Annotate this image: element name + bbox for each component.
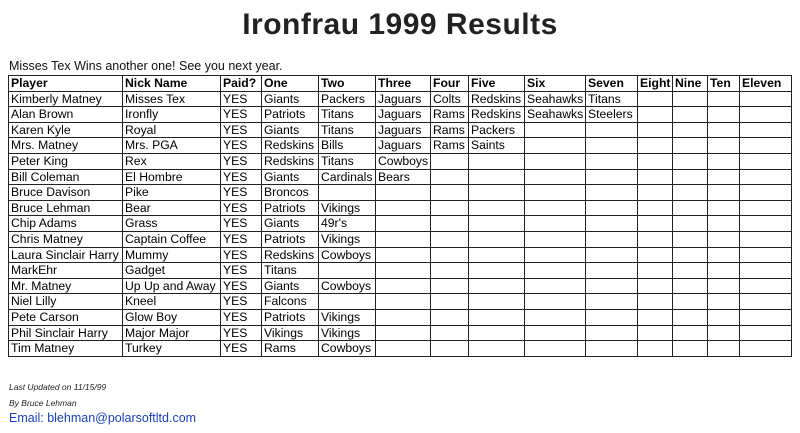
table-cell xyxy=(673,107,708,123)
table-cell: YES xyxy=(221,107,262,123)
table-cell: Turkey xyxy=(123,341,221,357)
table-cell: Seahawks xyxy=(525,107,586,123)
table-row xyxy=(9,153,792,169)
table-cell xyxy=(708,200,740,216)
table-cell xyxy=(740,247,792,263)
table-cell: Giants xyxy=(262,169,319,185)
last-updated-text: Last Updated on 11/15/99 xyxy=(9,382,107,392)
table-cell xyxy=(708,341,740,357)
table-cell xyxy=(740,263,792,279)
column-header: Four xyxy=(431,76,469,92)
table-cell xyxy=(586,247,638,263)
table-cell: Vikings xyxy=(319,309,376,325)
table-cell xyxy=(376,200,431,216)
table-cell xyxy=(586,153,638,169)
table-cell: Kimberly Matney xyxy=(9,91,123,107)
table-cell xyxy=(638,107,673,123)
table-cell: Captain Coffee xyxy=(123,231,221,247)
table-cell: Bruce Davison xyxy=(9,185,123,201)
table-cell xyxy=(638,278,673,294)
table-cell xyxy=(376,294,431,310)
table-cell xyxy=(708,122,740,138)
table-cell: Saints xyxy=(469,138,525,154)
page-title: Ironfrau 1999 Results xyxy=(242,8,558,41)
table-cell: YES xyxy=(221,231,262,247)
table-cell: YES xyxy=(221,153,262,169)
table-cell: Patriots xyxy=(262,231,319,247)
table-cell: 49r's xyxy=(319,216,376,232)
table-cell xyxy=(525,341,586,357)
table-cell: Mr. Matney xyxy=(9,278,123,294)
table-cell: Alan Brown xyxy=(9,107,123,123)
table-cell xyxy=(525,122,586,138)
table-cell: Cowboys xyxy=(376,153,431,169)
table-cell: YES xyxy=(221,200,262,216)
table-cell: MarkEhr xyxy=(9,263,123,279)
table-cell: YES xyxy=(221,122,262,138)
author-text: By Bruce Lehman xyxy=(9,398,77,408)
table-header-row xyxy=(9,76,792,92)
table-cell xyxy=(376,278,431,294)
table-cell: Patriots xyxy=(262,107,319,123)
table-cell xyxy=(740,294,792,310)
table-cell: Giants xyxy=(262,122,319,138)
table-cell xyxy=(673,231,708,247)
table-cell xyxy=(740,341,792,357)
table-cell: Peter King xyxy=(9,153,123,169)
table-cell xyxy=(708,325,740,341)
table-cell: Bears xyxy=(376,169,431,185)
table-cell xyxy=(469,309,525,325)
table-cell xyxy=(708,107,740,123)
table-cell xyxy=(673,216,708,232)
table-cell xyxy=(638,138,673,154)
table-cell xyxy=(740,200,792,216)
table-cell: El Hombre xyxy=(123,169,221,185)
table-cell xyxy=(673,91,708,107)
column-header: Two xyxy=(319,76,376,92)
table-cell: Chris Matney xyxy=(9,231,123,247)
column-header: Paid? xyxy=(221,76,262,92)
table-cell xyxy=(740,325,792,341)
table-cell xyxy=(586,341,638,357)
table-cell xyxy=(638,200,673,216)
table-cell xyxy=(638,185,673,201)
table-cell xyxy=(586,122,638,138)
table-cell xyxy=(740,122,792,138)
table-cell xyxy=(638,325,673,341)
table-cell: Tim Matney xyxy=(9,341,123,357)
table-cell xyxy=(319,294,376,310)
table-cell: Bill Coleman xyxy=(9,169,123,185)
table-cell xyxy=(525,216,586,232)
table-cell: YES xyxy=(221,91,262,107)
table-cell: Bills xyxy=(319,138,376,154)
table-cell: Niel Lilly xyxy=(9,294,123,310)
column-header: One xyxy=(262,76,319,92)
table-cell xyxy=(376,309,431,325)
table-cell xyxy=(586,309,638,325)
table-cell xyxy=(708,185,740,201)
table-row xyxy=(9,263,792,279)
table-cell xyxy=(673,294,708,310)
column-header: Three xyxy=(376,76,431,92)
table-cell: Rams xyxy=(431,138,469,154)
table-cell xyxy=(586,169,638,185)
table-cell: Cowboys xyxy=(319,278,376,294)
table-cell xyxy=(638,263,673,279)
table-cell xyxy=(319,185,376,201)
table-cell xyxy=(586,185,638,201)
table-cell: Misses Tex xyxy=(123,91,221,107)
table-cell xyxy=(638,341,673,357)
table-cell xyxy=(376,247,431,263)
table-row xyxy=(9,341,792,357)
table-cell xyxy=(740,216,792,232)
table-cell: Giants xyxy=(262,91,319,107)
column-header: Nine xyxy=(673,76,708,92)
table-cell: Up Up and Away xyxy=(123,278,221,294)
column-header: Five xyxy=(469,76,525,92)
table-cell xyxy=(708,278,740,294)
table-cell: YES xyxy=(221,185,262,201)
column-header: Seven xyxy=(586,76,638,92)
table-cell xyxy=(376,231,431,247)
table-cell xyxy=(431,231,469,247)
table-cell xyxy=(673,263,708,279)
table-cell: YES xyxy=(221,138,262,154)
table-cell xyxy=(431,200,469,216)
table-cell xyxy=(586,200,638,216)
table-cell: Patriots xyxy=(262,309,319,325)
table-cell xyxy=(525,169,586,185)
table-cell xyxy=(740,169,792,185)
table-cell xyxy=(525,153,586,169)
column-header: Nick Name xyxy=(123,76,221,92)
table-row xyxy=(9,91,792,107)
table-cell: YES xyxy=(221,325,262,341)
table-cell xyxy=(708,169,740,185)
table-cell xyxy=(638,294,673,310)
table-cell xyxy=(638,231,673,247)
table-cell xyxy=(638,91,673,107)
table-cell: Mummy xyxy=(123,247,221,263)
table-cell: Redskins xyxy=(262,247,319,263)
table-cell xyxy=(638,122,673,138)
table-cell xyxy=(376,325,431,341)
table-cell: Titans xyxy=(319,122,376,138)
table-cell xyxy=(525,247,586,263)
table-cell: Steelers xyxy=(586,107,638,123)
table-cell xyxy=(431,263,469,279)
table-cell xyxy=(431,185,469,201)
table-cell xyxy=(708,138,740,154)
table-cell xyxy=(525,138,586,154)
table-cell xyxy=(525,309,586,325)
table-cell xyxy=(740,138,792,154)
table-cell xyxy=(586,294,638,310)
table-cell xyxy=(525,278,586,294)
table-cell xyxy=(525,325,586,341)
table-cell xyxy=(708,231,740,247)
table-cell xyxy=(469,263,525,279)
table-cell: Grass xyxy=(123,216,221,232)
table-cell xyxy=(586,138,638,154)
table-cell: Pike xyxy=(123,185,221,201)
table-cell xyxy=(469,231,525,247)
table-cell: Giants xyxy=(262,216,319,232)
table-cell: Cowboys xyxy=(319,247,376,263)
table-cell: Bear xyxy=(123,200,221,216)
table-cell xyxy=(469,200,525,216)
table-cell xyxy=(586,325,638,341)
table-cell: Phil Sinclair Harry xyxy=(9,325,123,341)
table-cell xyxy=(740,107,792,123)
table-cell xyxy=(525,294,586,310)
column-header: Six xyxy=(525,76,586,92)
table-cell xyxy=(638,247,673,263)
table-cell xyxy=(673,200,708,216)
results-table xyxy=(8,75,792,357)
table-cell xyxy=(469,294,525,310)
table-cell: Rams xyxy=(431,122,469,138)
table-cell xyxy=(431,309,469,325)
table-cell xyxy=(469,169,525,185)
table-cell xyxy=(431,341,469,357)
table-cell xyxy=(708,153,740,169)
table-cell: Ironfly xyxy=(123,107,221,123)
table-cell xyxy=(525,200,586,216)
table-cell: Jaguars xyxy=(376,91,431,107)
table-cell xyxy=(431,294,469,310)
table-cell xyxy=(469,185,525,201)
table-cell xyxy=(376,185,431,201)
table-cell: Major Major xyxy=(123,325,221,341)
table-cell: Titans xyxy=(319,107,376,123)
table-cell xyxy=(708,247,740,263)
table-cell xyxy=(708,263,740,279)
table-cell xyxy=(469,341,525,357)
table-cell xyxy=(431,278,469,294)
table-row xyxy=(9,325,792,341)
table-row xyxy=(9,107,792,123)
table-cell xyxy=(708,294,740,310)
table-cell: Mrs. Matney xyxy=(9,138,123,154)
table-cell xyxy=(469,247,525,263)
table-cell: YES xyxy=(221,216,262,232)
table-cell: Jaguars xyxy=(376,107,431,123)
table-cell: Redskins xyxy=(262,138,319,154)
table-cell: Vikings xyxy=(262,325,319,341)
table-cell: Packers xyxy=(319,91,376,107)
table-cell: Cowboys xyxy=(319,341,376,357)
table-cell: Patriots xyxy=(262,200,319,216)
column-header: Eleven xyxy=(740,76,792,92)
table-cell: Glow Boy xyxy=(123,309,221,325)
table-cell: Titans xyxy=(262,263,319,279)
table-cell: Vikings xyxy=(319,325,376,341)
table-cell xyxy=(740,278,792,294)
table-cell xyxy=(638,216,673,232)
table-cell: Rams xyxy=(262,341,319,357)
table-cell xyxy=(586,263,638,279)
table-cell xyxy=(673,153,708,169)
table-cell xyxy=(469,216,525,232)
table-cell xyxy=(708,91,740,107)
table-cell xyxy=(586,216,638,232)
table-cell: YES xyxy=(221,294,262,310)
table-body xyxy=(9,91,792,356)
column-header: Ten xyxy=(708,76,740,92)
table-row xyxy=(9,200,792,216)
table-row xyxy=(9,138,792,154)
table-cell: Rex xyxy=(123,153,221,169)
table-cell xyxy=(673,169,708,185)
table-cell: Broncos xyxy=(262,185,319,201)
table-cell xyxy=(586,231,638,247)
table-cell: Pete Carson xyxy=(9,309,123,325)
table-cell xyxy=(586,278,638,294)
table-cell: Jaguars xyxy=(376,138,431,154)
table-cell xyxy=(469,153,525,169)
table-cell: YES xyxy=(221,341,262,357)
table-cell: Redskins xyxy=(469,91,525,107)
table-cell xyxy=(740,185,792,201)
table-row xyxy=(9,169,792,185)
table-cell xyxy=(431,325,469,341)
email-link[interactable]: Email: blehman@polarsoftltd.com xyxy=(9,411,197,425)
table-cell: Vikings xyxy=(319,231,376,247)
table-cell xyxy=(319,263,376,279)
table-cell: YES xyxy=(221,169,262,185)
table-cell: YES xyxy=(221,309,262,325)
table-cell xyxy=(469,325,525,341)
table-cell: Falcons xyxy=(262,294,319,310)
table-cell: Colts xyxy=(431,91,469,107)
table-cell xyxy=(740,91,792,107)
table-cell xyxy=(638,169,673,185)
table-cell: Kneel xyxy=(123,294,221,310)
table-cell: Redskins xyxy=(262,153,319,169)
table-cell: Vikings xyxy=(319,200,376,216)
table-cell xyxy=(431,153,469,169)
table-cell xyxy=(708,309,740,325)
table-cell: Rams xyxy=(431,107,469,123)
table-cell xyxy=(431,216,469,232)
table-cell xyxy=(740,153,792,169)
table-cell xyxy=(638,153,673,169)
table-row xyxy=(9,185,792,201)
table-cell: YES xyxy=(221,263,262,279)
table-cell: Packers xyxy=(469,122,525,138)
table-cell xyxy=(525,185,586,201)
table-cell xyxy=(638,309,673,325)
column-header: Player xyxy=(9,76,123,92)
table-cell xyxy=(673,122,708,138)
table-cell xyxy=(673,185,708,201)
table-cell xyxy=(673,278,708,294)
table-cell: Bruce Lehman xyxy=(9,200,123,216)
table-row xyxy=(9,278,792,294)
table-row xyxy=(9,216,792,232)
column-header: Eight xyxy=(638,76,673,92)
table-cell xyxy=(673,309,708,325)
table-row xyxy=(9,309,792,325)
table-cell xyxy=(673,341,708,357)
table-cell xyxy=(431,169,469,185)
table-cell xyxy=(431,247,469,263)
page-subtitle: Misses Tex Wins another one! See you next year. xyxy=(9,59,283,73)
table-cell: Seahawks xyxy=(525,91,586,107)
table-cell: YES xyxy=(221,278,262,294)
table-cell xyxy=(469,278,525,294)
table-row xyxy=(9,294,792,310)
table-row xyxy=(9,247,792,263)
table-cell xyxy=(740,231,792,247)
table-cell xyxy=(376,216,431,232)
table-row xyxy=(9,122,792,138)
table-cell: Royal xyxy=(123,122,221,138)
table-row xyxy=(9,231,792,247)
table-cell: Laura Sinclair Harry xyxy=(9,247,123,263)
table-cell: Jaguars xyxy=(376,122,431,138)
table-cell: Gadget xyxy=(123,263,221,279)
table-cell: Mrs. PGA xyxy=(123,138,221,154)
table-cell: Chip Adams xyxy=(9,216,123,232)
table-cell xyxy=(525,263,586,279)
table-cell: Titans xyxy=(319,153,376,169)
table-cell xyxy=(673,138,708,154)
table-cell: Karen Kyle xyxy=(9,122,123,138)
table-cell xyxy=(708,216,740,232)
table-cell: Titans xyxy=(586,91,638,107)
table-cell xyxy=(376,341,431,357)
table-cell: YES xyxy=(221,247,262,263)
table-cell: Redskins xyxy=(469,107,525,123)
table-cell xyxy=(740,309,792,325)
table-cell xyxy=(376,263,431,279)
table-cell: Cardinals xyxy=(319,169,376,185)
table-cell xyxy=(673,325,708,341)
table-cell xyxy=(525,231,586,247)
table-cell: Giants xyxy=(262,278,319,294)
table-cell xyxy=(673,247,708,263)
